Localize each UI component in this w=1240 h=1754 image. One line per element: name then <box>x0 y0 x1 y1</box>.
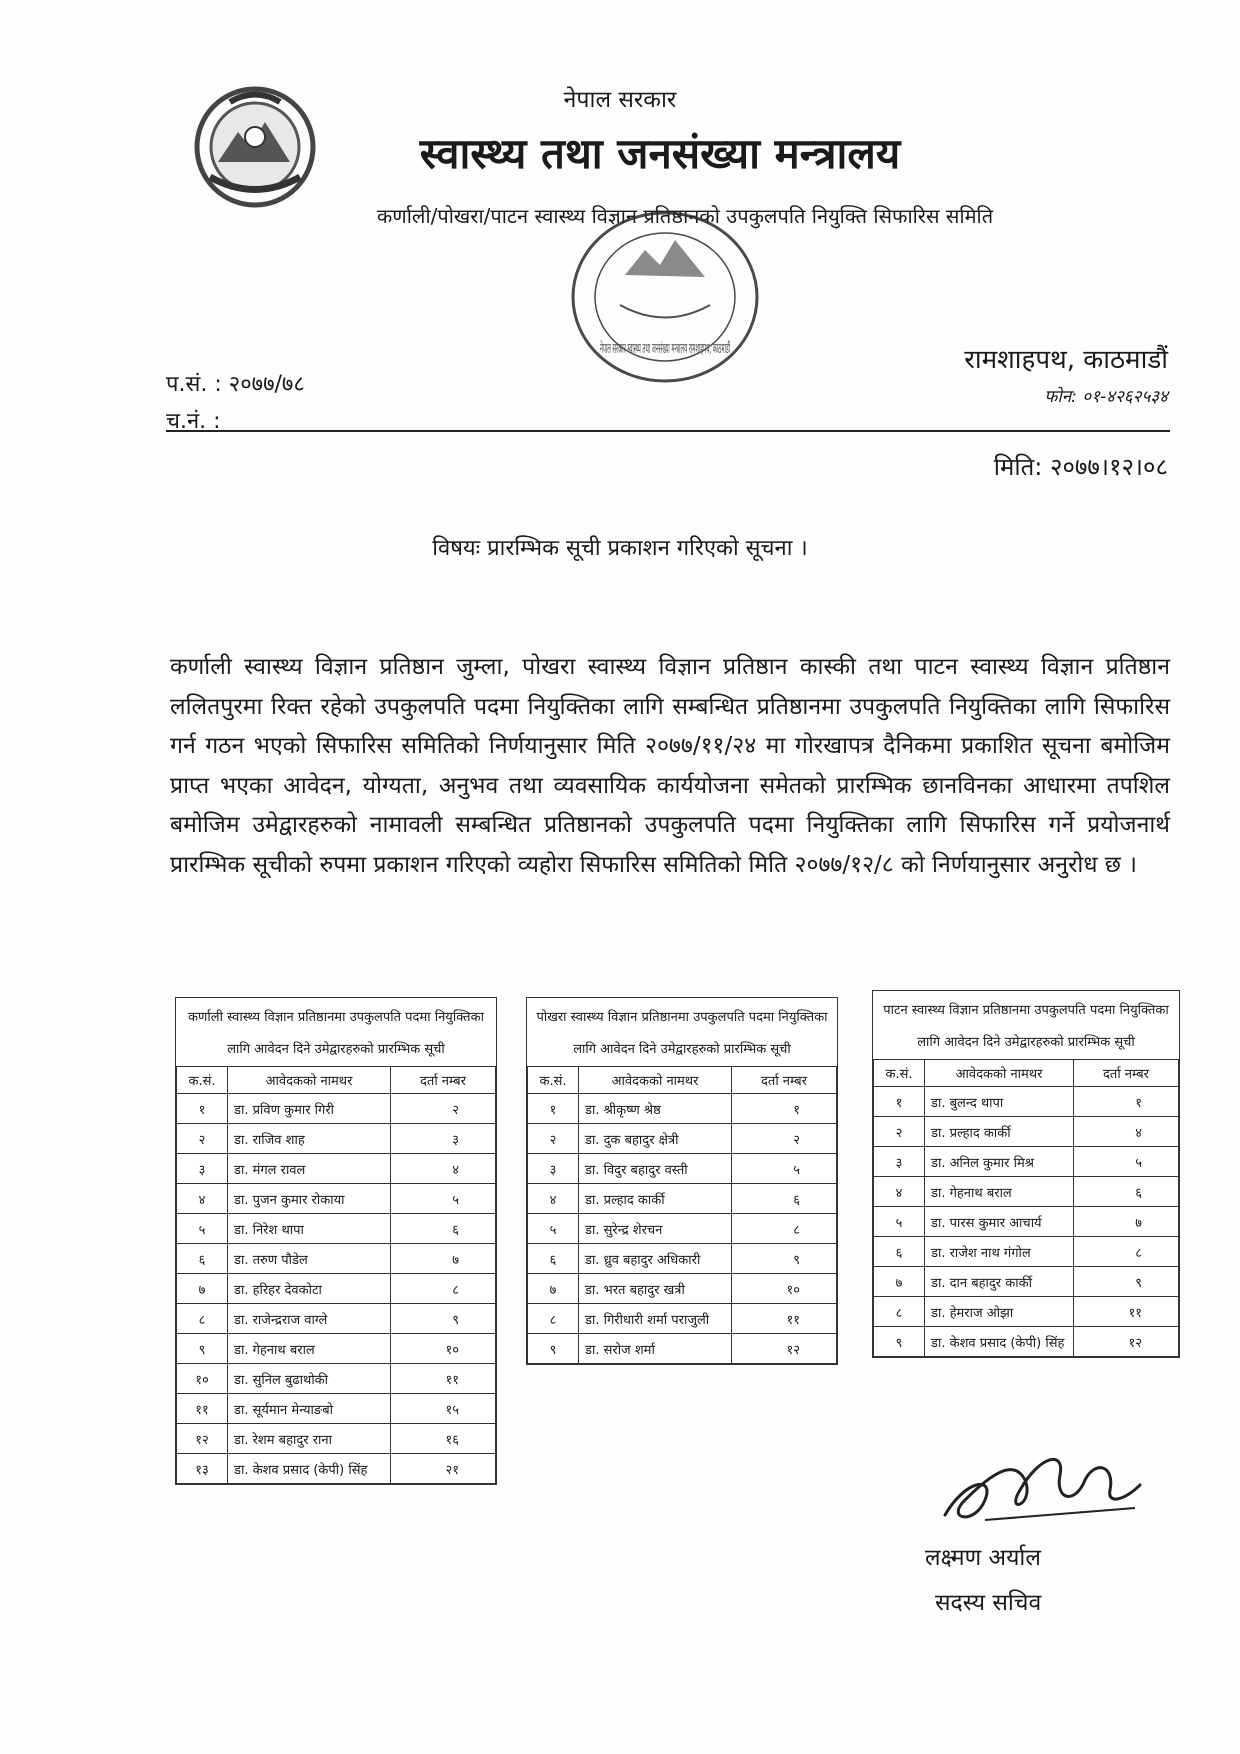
karnali-candidate-table <box>175 997 497 1485</box>
applicant-name: डा. निरेश थापा <box>228 1214 391 1244</box>
row-serial: ६ <box>874 1237 925 1267</box>
ministry-title: स्वास्थ्य तथा जनसंख्या मन्त्रालय <box>419 129 901 178</box>
table-row <box>177 1454 496 1484</box>
notice-body: कर्णाली स्वास्थ्य विज्ञान प्रतिष्ठान जुम्ला, पोखरा स्वास्थ्य विज्ञान प्रतिष्ठान कास्की तथा पाटन स्वास्थ्य विज्ञान प्रतिष्ठान ललितपुरमा रिक्त रहेको उपकुलपति पदमा नियुक्तिका लागि सम्बन्धित प्रतिष्ठानमा उपकुलपति नियुक्तिका लागि सिफारिस गर्न गठन भएको सिफारिस समितिको निर्णयानुसार मिति २०७७/११/२४ मा गोरखापत्र दैनिकमा प्रकाशित सूचना बमोजिम प्राप्त भएका आवेदन, योग्यता, अनुभव तथा व्यवसायिक कार्ययोजना समेतको प्रारम्भिक छानविनका आधारमा तपशिल बमोजिम उमेद्वारहरुको नामावली सम्बन्धित प्रतिष्ठानको उपकुलपति पदमा नियुक्तिका लागि सिफारिस गर्ने प्रयोजनार्थ प्रारम्भिक सूचीको रुपमा प्रकाशन गरिएको व्यहोरा सिफारिस समितिको मिति २०७७/१२/८ को निर्णयानुसार अनुरोध छ । <box>170 654 1170 878</box>
table-caption: पाटन स्वास्थ्य विज्ञान प्रतिष्ठानमा उपकुलपति पदमा नियुक्तिका लागि आवेदन दिने उमेद्वारहरुको प्रारम्भिक सूची <box>883 1003 1169 1050</box>
registration-number: १२ <box>732 1334 837 1364</box>
table-row <box>528 1214 837 1244</box>
row-serial: ४ <box>528 1184 579 1214</box>
registration-number: ८ <box>1074 1237 1179 1267</box>
applicant-name: डा. मंगल रावल <box>228 1154 391 1184</box>
row-serial: २ <box>874 1117 925 1147</box>
registration-number: ९ <box>732 1244 837 1274</box>
table-caption: कर्णाली स्वास्थ्य विज्ञान प्रतिष्ठानमा उपकुलपति पदमा नियुक्तिका लागि आवेदन दिने उमेद्वारहरुको प्रारम्भिक सूची <box>188 1010 484 1057</box>
applicant-name: डा. ध्रुव बहादुर अधिकारी <box>579 1244 732 1274</box>
government-heading: नेपाल सरकार <box>563 87 677 113</box>
row-serial: १ <box>528 1094 579 1124</box>
row-serial: १ <box>874 1087 925 1117</box>
registration-number: ११ <box>1074 1297 1179 1327</box>
table-row <box>874 1177 1179 1207</box>
registration-number: १ <box>732 1094 837 1124</box>
registration-number: १२ <box>1074 1327 1179 1357</box>
notice-date: मिति: २०७७।१२।०८ <box>993 453 1168 481</box>
table-row <box>528 1184 837 1214</box>
table-row <box>177 1154 496 1184</box>
applicant-name: डा. अनिल कुमार मिश्र <box>925 1147 1074 1177</box>
row-serial: २ <box>528 1124 579 1154</box>
reference-number: प.सं. : २०७७/७८ <box>166 372 305 397</box>
col-header-reg: दर्ता नम्बर <box>391 1067 496 1094</box>
row-serial: ३ <box>874 1147 925 1177</box>
applicant-name: डा. प्रल्हाद कार्की <box>925 1117 1074 1147</box>
row-serial: ४ <box>874 1177 925 1207</box>
registration-number: १५ <box>391 1394 496 1424</box>
row-serial: १२ <box>177 1424 228 1454</box>
patan-candidate-table <box>872 990 1180 1358</box>
applicant-name: डा. सुनिल बुढाथोकी <box>228 1364 391 1394</box>
registration-number: ५ <box>1074 1147 1179 1177</box>
table-row <box>874 1267 1179 1297</box>
registration-number: ४ <box>1074 1117 1179 1147</box>
row-serial: ५ <box>528 1214 579 1244</box>
registration-number: ५ <box>391 1184 496 1214</box>
row-serial: १ <box>177 1094 228 1124</box>
signer-name: लक्ष्मण अर्याल <box>925 1545 1041 1571</box>
table-row <box>177 1424 496 1454</box>
office-phone: फोन: ०१-४२६२५३४ <box>1044 387 1168 407</box>
table-row <box>874 1237 1179 1267</box>
table-row <box>874 1087 1179 1117</box>
registration-number: ६ <box>391 1214 496 1244</box>
row-serial: ६ <box>177 1244 228 1274</box>
row-serial: ९ <box>528 1334 579 1364</box>
table-row <box>177 1214 496 1244</box>
registration-number: ७ <box>391 1244 496 1274</box>
applicant-name: डा. हेमराज ओझा <box>925 1297 1074 1327</box>
registration-number: ५ <box>732 1154 837 1184</box>
registration-number: १ <box>1074 1087 1179 1117</box>
table-row <box>874 1147 1179 1177</box>
applicant-name: डा. गेहनाथ बराल <box>228 1334 391 1364</box>
table-row <box>177 1304 496 1334</box>
col-header-sn: क.सं. <box>874 1060 925 1087</box>
table-row <box>177 1364 496 1394</box>
col-header-sn: क.सं. <box>528 1067 579 1094</box>
applicant-name: डा. बुलन्द थापा <box>925 1087 1074 1117</box>
table-row <box>528 1334 837 1364</box>
table-row <box>528 1304 837 1334</box>
table-row <box>177 1184 496 1214</box>
registration-number: ३ <box>391 1124 496 1154</box>
table-row <box>528 1124 837 1154</box>
applicant-name: डा. केशव प्रसाद (केपी) सिंह <box>228 1454 391 1484</box>
registration-number: ६ <box>732 1184 837 1214</box>
registration-number: ७ <box>1074 1207 1179 1237</box>
table-row <box>177 1394 496 1424</box>
col-header-name: आवेदकको नामथर <box>925 1060 1074 1087</box>
col-header-reg: दर्ता नम्बर <box>732 1067 837 1094</box>
row-serial: ३ <box>177 1154 228 1184</box>
row-serial: ४ <box>177 1184 228 1214</box>
table-row <box>177 1244 496 1274</box>
committee-subtitle: कर्णाली/पोखरा/पाटन स्वास्थ्य विज्ञान प्रतिष्ठानको उपकुलपति नियुक्ति सिफारिस समिति <box>376 204 994 228</box>
notice-subject: विषयः प्रारम्भिक सूची प्रकाशन गरिएको सूचना । <box>432 536 808 561</box>
row-serial: ११ <box>177 1394 228 1424</box>
applicant-name: डा. सरोज शर्मा <box>579 1334 732 1364</box>
office-address: रामशाहपथ, काठमाडौं <box>964 345 1168 375</box>
registration-number: २१ <box>391 1454 496 1484</box>
applicant-name: डा. सुरेन्द्र शेरचन <box>579 1214 732 1244</box>
registration-number: ६ <box>1074 1177 1179 1207</box>
applicant-name: डा. सूर्यमान मेन्याङबो <box>228 1394 391 1424</box>
applicant-name: डा. हरिहर देवकोटा <box>228 1274 391 1304</box>
col-header-reg: दर्ता नम्बर <box>1074 1060 1179 1087</box>
row-serial: ७ <box>874 1267 925 1297</box>
table-row <box>528 1244 837 1274</box>
table-row <box>874 1117 1179 1147</box>
registration-number: ८ <box>732 1214 837 1244</box>
applicant-name: डा. राजिव शाह <box>228 1124 391 1154</box>
registration-number: २ <box>391 1094 496 1124</box>
row-serial: ६ <box>528 1244 579 1274</box>
handwritten-signature <box>925 1420 1165 1550</box>
table-row <box>177 1274 496 1304</box>
table-row <box>528 1094 837 1124</box>
pokhara-candidate-table <box>526 997 838 1365</box>
table-row <box>528 1154 837 1184</box>
applicant-name: डा. विदुर बहादुर वस्ती <box>579 1154 732 1184</box>
table-row <box>177 1094 496 1124</box>
table-row <box>874 1327 1179 1357</box>
applicant-name: डा. दुक बहादुर क्षेत्री <box>579 1124 732 1154</box>
registration-number: ११ <box>391 1364 496 1394</box>
applicant-name: डा. प्रल्हाद कार्की <box>579 1184 732 1214</box>
registration-number: ८ <box>391 1274 496 1304</box>
row-serial: ८ <box>874 1297 925 1327</box>
applicant-name: डा. पुजन कुमार रोकाया <box>228 1184 391 1214</box>
header-divider <box>166 430 1170 432</box>
row-serial: ७ <box>177 1274 228 1304</box>
col-header-sn: क.सं. <box>177 1067 228 1094</box>
applicant-name: डा. राजेश नाथ गंगोल <box>925 1237 1074 1267</box>
row-serial: ९ <box>874 1327 925 1357</box>
col-header-name: आवेदकको नामथर <box>228 1067 391 1094</box>
registration-number: ११ <box>732 1304 837 1334</box>
applicant-name: डा. गेहनाथ बराल <box>925 1177 1074 1207</box>
table-row <box>177 1334 496 1364</box>
row-serial: ५ <box>177 1214 228 1244</box>
applicant-name: डा. केशव प्रसाद (केपी) सिंह <box>925 1327 1074 1357</box>
stamp-text: नेपाल सरकार स्वास्थ्य तथा जनसंख्या मन्त्रालय रामशाहपथ, काठमाडौं <box>600 341 947 357</box>
applicant-name: डा. दान बहादुर कार्की <box>925 1267 1074 1297</box>
applicant-name: डा. पारस कुमार आचार्य <box>925 1207 1074 1237</box>
applicant-name: डा. श्रीकृष्ण श्रेष्ठ <box>579 1094 732 1124</box>
row-serial: १० <box>177 1364 228 1394</box>
row-serial: १३ <box>177 1454 228 1484</box>
row-serial: ७ <box>528 1274 579 1304</box>
table-row <box>177 1124 496 1154</box>
row-serial: ८ <box>528 1304 579 1334</box>
row-serial: ९ <box>177 1334 228 1364</box>
registration-number: २ <box>732 1124 837 1154</box>
applicant-name: डा. प्रविण कुमार गिरी <box>228 1094 391 1124</box>
table-row <box>874 1207 1179 1237</box>
row-serial: ५ <box>874 1207 925 1237</box>
row-serial: २ <box>177 1124 228 1154</box>
registration-number: १६ <box>391 1424 496 1454</box>
dispatch-number: च.नं. : <box>166 409 221 434</box>
applicant-name: डा. भरत बहादुर खत्री <box>579 1274 732 1304</box>
row-serial: ८ <box>177 1304 228 1334</box>
applicant-name: डा. तरुण पौडेल <box>228 1244 391 1274</box>
col-header-name: आवेदकको नामथर <box>579 1067 732 1094</box>
table-row <box>528 1274 837 1304</box>
registration-number: १० <box>391 1334 496 1364</box>
table-row <box>874 1297 1179 1327</box>
registration-number: ९ <box>391 1304 496 1334</box>
applicant-name: डा. रेशम बहादुर राना <box>228 1424 391 1454</box>
registration-number: ९ <box>1074 1267 1179 1297</box>
applicant-name: डा. गिरीधारी शर्मा पराजुली <box>579 1304 732 1334</box>
table-caption: पोखरा स्वास्थ्य विज्ञान प्रतिष्ठानमा उपकुलपति पदमा नियुक्तिका लागि आवेदन दिने उमेद्वारहरुको प्रारम्भिक सूची <box>536 1010 828 1057</box>
registration-number: ४ <box>391 1154 496 1184</box>
signer-title: सदस्य सचिव <box>935 1590 1042 1616</box>
applicant-name: डा. राजेन्द्रराज वाग्ले <box>228 1304 391 1334</box>
row-serial: ३ <box>528 1154 579 1184</box>
registration-number: १० <box>732 1274 837 1304</box>
